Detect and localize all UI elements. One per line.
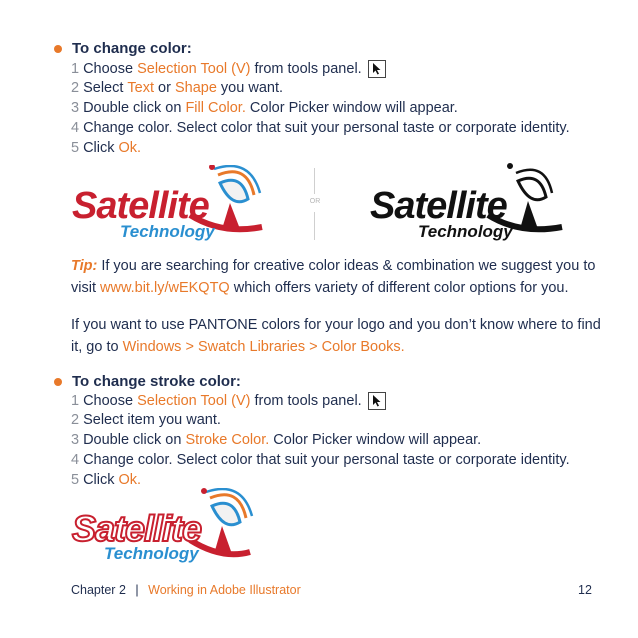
- section-heading-color: To change color:: [54, 40, 192, 57]
- tip-link[interactable]: www.bit.ly/wEKQTQ: [100, 280, 230, 296]
- tip-paragraph: Tip: If you are searching for creative color ideas & combination we suggest you to visit www.bit.ly/wEKQTQ which offers variety of different color options for you.: [71, 258, 596, 296]
- page-number: 12: [578, 583, 592, 597]
- selection-tool-icon: [368, 392, 386, 410]
- logo-subtitle-stroke: Technology: [104, 544, 199, 563]
- logo-black: [370, 163, 570, 243]
- logo-wordmark-stroke: Satellite: [72, 508, 202, 549]
- divider-line-bottom: [314, 212, 315, 240]
- stroke-step-4: 4 Change color. Select color that suit your personal taste or corporate identity.: [71, 452, 570, 468]
- stroke-step-5: 5 Click Ok.: [71, 472, 142, 488]
- stroke-step-3: 3 Double click on Stroke Color. Color Picker window will appear.: [71, 432, 482, 448]
- bullet-icon: [54, 45, 62, 53]
- step-1: 1 Choose Selection Tool (V) from tools panel.: [71, 60, 386, 78]
- step-4: 4 Change color. Select color that suit your personal taste or corporate identity.: [71, 120, 570, 136]
- stroke-step-2: 2 Select item you want.: [71, 412, 221, 428]
- selection-tool-icon: [368, 60, 386, 78]
- pantone-paragraph: If you want to use PANTONE colors for your logo and you don’t know where to find it, go to Windows > Swatch Libraries > Color Books.: [71, 317, 601, 355]
- logo-subtitle-black: Technology: [418, 222, 513, 241]
- logo-wordmark-black: Satellite: [370, 185, 507, 227]
- stroke-step-1: 1 Choose Selection Tool (V) from tools panel.: [71, 392, 386, 410]
- step-5: 5 Click Ok.: [71, 140, 142, 156]
- logo-wordmark: Satellite: [72, 185, 209, 227]
- logo-stroke: [72, 488, 272, 568]
- footer: Chapter 2 | Working in Adobe Illustrator: [71, 583, 301, 597]
- step-2: 2 Select Text or Shape you want.: [71, 80, 283, 96]
- step-3: 3 Double click on Fill Color. Color Picker window will appear.: [71, 100, 458, 116]
- or-label: OR: [309, 198, 321, 205]
- bullet-icon: [54, 378, 62, 386]
- divider-line-top: [314, 168, 315, 194]
- logo-color: [72, 165, 272, 245]
- or-divider: [305, 168, 325, 240]
- logo-subtitle: Technology: [120, 222, 215, 241]
- section-heading-stroke: To change stroke color:: [54, 373, 241, 390]
